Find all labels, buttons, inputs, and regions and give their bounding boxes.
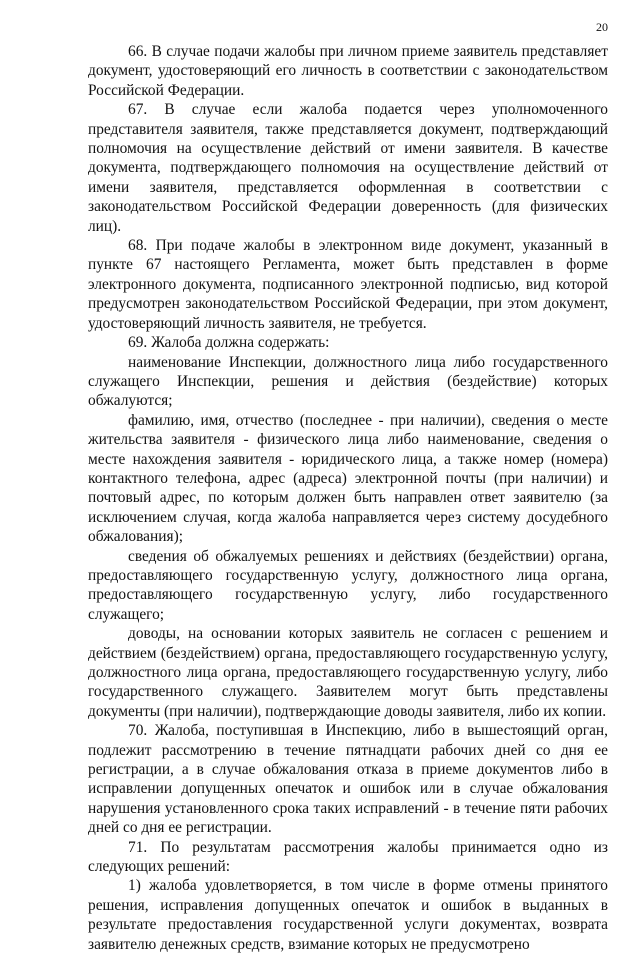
paragraph-71: 71. По результатам рассмотрения жалобы принимается одно из следующих решений: <box>88 838 608 876</box>
list-item-arguments: доводы, на основании которых заявитель не согласен с решением и действием (бездействием) органа, предоставляющего государственную услугу, должностного лица органа, предоставляющего государственную услугу, либо государственного служащего. Заявителем могут быть представлены документы (при наличии), подтверждающие доводы заявителя, либо их копии. <box>88 625 608 720</box>
paragraph-66: 66. В случае подачи жалобы при личном приеме заявитель представляет документ, удостоверяющий его личность в соответствии с законодательством Российской Федерации. <box>88 43 608 99</box>
list-item-name: наименование Инспекции, должностного лица либо государственного служащего Инспекции, решения и действия (бездействие) которых обжалуются; <box>88 353 608 410</box>
paragraph-67: 67. В случае если жалоба подается через уполномоченного представителя заявителя, также представляется документ, подтверждающий полномочия на осуществление действий от имени заявителя. В качестве документа, подтверждающего полномочия на осуществление действий от имени заявителя, представляется оформленная в соответствии с законодательством Российской Федерации доверенность (для физических лиц). <box>88 101 608 235</box>
paragraph-68: 68. При подаче жалобы в электронном виде документ, указанный в пункте 67 настоящего Регламента, может быть представлен в форме электронного документа, подписанного электронной подписью, вид которой предусмотрен законодательством Российской Федерации, при этом документ, удостоверяющий личность заявителя, не требуется. <box>88 237 608 332</box>
paragraph-70: 70. Жалоба, поступившая в Инспекцию, либо в вышестоящий орган, подлежит рассмотрению в течение пятнадцати рабочих дней со дня ее регистрации, а в случае обжалования отказа в приеме документов либо в исправлении допущенных опечаток и ошибок или в случае обжалования нарушения установленного срока таких исправлений - в течение пяти рабочих дней со дня ее регистрации. <box>88 722 608 837</box>
list-item-applicant-info: фамилию, имя, отчество (последнее - при наличии), сведения о месте жительства заявителя - физического лица либо наименование, сведения о месте нахождения заявителя - юридического лица, а также номер (номера) контактного телефона, адрес (адреса) электронной почты (при наличии) и почтовый адрес, по которым должен быть направлен ответ заявителю (за исключением случая, когда жалоба направляется через систему досудебного обжалования); <box>88 411 608 546</box>
list-item-decisions: сведения об обжалуемых решениях и действиях (бездействии) органа, предоставляющего государственную услугу, должностного лица органа, предоставляющего государственную услугу, либо государственного служащего; <box>88 547 608 623</box>
document-body <box>88 42 608 954</box>
list-item-1: 1) жалоба удовлетворяется, в том числе в форме отмены принятого решения, исправления допущенных опечаток и ошибок в выданных в результате предоставления государственной услуги документах, возврата заявителю денежных средств, взимание которых не предусмотрено <box>88 877 608 953</box>
page-number: 20 <box>596 20 608 34</box>
paragraph-69: 69. Жалоба должна содержать: <box>128 334 330 352</box>
